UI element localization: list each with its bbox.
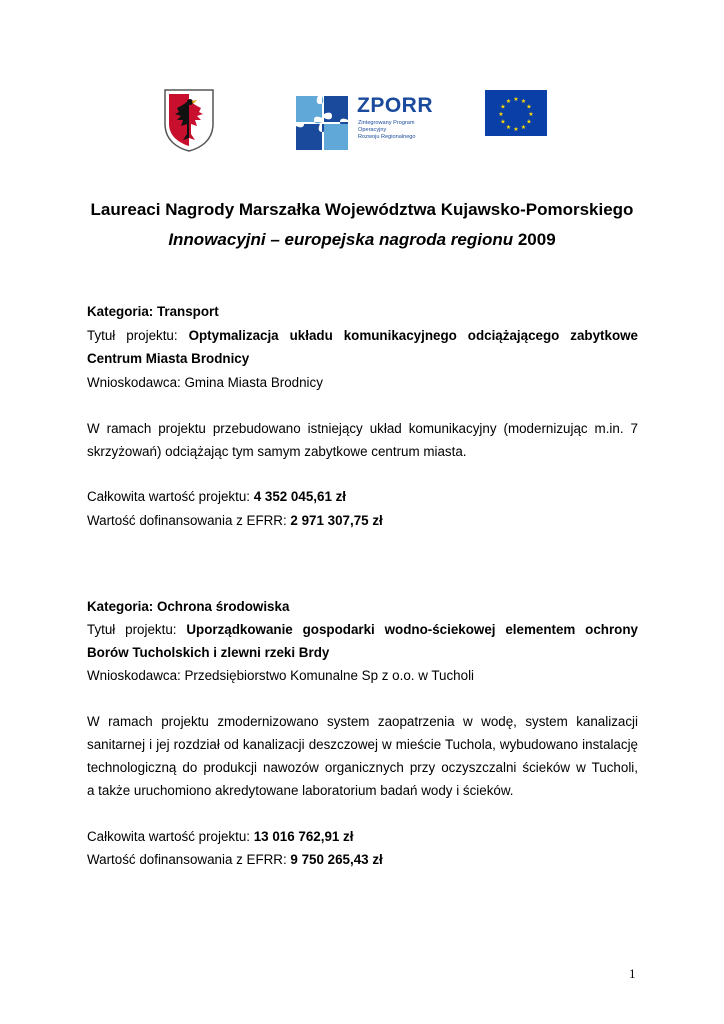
category-label: Kategoria: Transport (87, 304, 219, 319)
svg-text:★: ★ (520, 98, 527, 105)
svg-text:★: ★ (513, 126, 519, 133)
description-line: skrzyżowań) odciążając tym samym zabytkowe centrum miasta. (87, 444, 467, 459)
puzzle-icon (292, 92, 352, 154)
project-title-line: Tytuł projektu: Optymalizacja układu komunikacyjnego odciążającego zabytkowe (87, 328, 638, 343)
category-label: Kategoria: Ochrona środowiska (87, 599, 290, 614)
description-line: W ramach projektu przebudowano istniejący układ komunikacyjny (modernizując m.in. 7 (87, 421, 638, 436)
total-value-line: Całkowita wartość projektu: 4 352 045,61 zł (87, 489, 347, 504)
zporr-logo (292, 92, 432, 156)
heading-italic: Innowacyjni – europejska nagroda regionu (168, 230, 514, 249)
svg-text:★: ★ (500, 103, 506, 111)
applicant: Wnioskodawca: Gmina Miasta Brodnicy (87, 375, 323, 390)
coat-of-arms-icon (163, 88, 215, 152)
zporr-subtitle: Zintegrowany Program Operacyjny Rozwoju Regionalnego (358, 120, 416, 140)
svg-text:★: ★ (520, 124, 527, 131)
heading-line-2 (0, 230, 724, 250)
description-line: sanitarnej i jej rozdział od kanalizacji deszczowej w mieście Tuchola, wybudowano instalację (87, 737, 638, 752)
cofinancing-line: Wartość dofinansowania z EFRR: 2 971 307,75 zł (87, 513, 383, 528)
total-value-line: Całkowita wartość projektu: 13 016 762,91 zł (87, 829, 354, 844)
svg-text:★: ★ (526, 103, 532, 111)
coat-of-arms-logo (163, 88, 215, 152)
svg-text:★: ★ (498, 111, 504, 118)
cofinancing-line: Wartość dofinansowania z EFRR: 9 750 265,43 zł (87, 852, 383, 867)
project-title-line: Centrum Miasta Brodnicy (87, 351, 250, 366)
eu-flag-logo (485, 90, 547, 136)
svg-text:★: ★ (505, 98, 512, 105)
svg-text:★: ★ (513, 96, 519, 103)
page-number: 1 (629, 966, 636, 981)
svg-text:★: ★ (528, 111, 534, 118)
svg-text:★: ★ (505, 124, 512, 131)
heading-line-1: Laureaci Nagrody Marszałka Województwa Kujawsko-Pomorskiego (90, 200, 634, 219)
total-value: 4 352 045,61 zł (253, 489, 347, 504)
cofinancing-value: 2 971 307,75 zł (290, 513, 383, 528)
svg-text:★: ★ (526, 118, 532, 126)
description-line: technologiczną do produkcji nawozów organicznych przy oczyszczalni ścieków w Tucholi, (87, 760, 638, 775)
total-value: 13 016 762,91 zł (253, 829, 354, 844)
heading-year: 2009 (513, 230, 556, 249)
zporr-name: ZPORR (357, 94, 433, 117)
applicant: Wnioskodawca: Przedsiębiorstwo Komunalne Sp z o.o. w Tucholi (87, 668, 475, 683)
description-line: W ramach projektu zmodernizowano system zaopatrzenia w wodę, system kanalizacji (87, 714, 638, 729)
project-title-line: Tytuł projektu: Uporządkowanie gospodarki wodno-ściekowej elementem ochrony (87, 622, 638, 637)
svg-text:★: ★ (500, 118, 506, 126)
description-line: a także uruchomiono akredytowane laboratorium badań wody i ścieków. (87, 783, 514, 798)
eu-flag-icon (485, 90, 547, 136)
project-title-line: Borów Tucholskich i zlewni rzeki Brdy (87, 645, 330, 660)
cofinancing-value: 9 750 265,43 zł (290, 852, 383, 867)
